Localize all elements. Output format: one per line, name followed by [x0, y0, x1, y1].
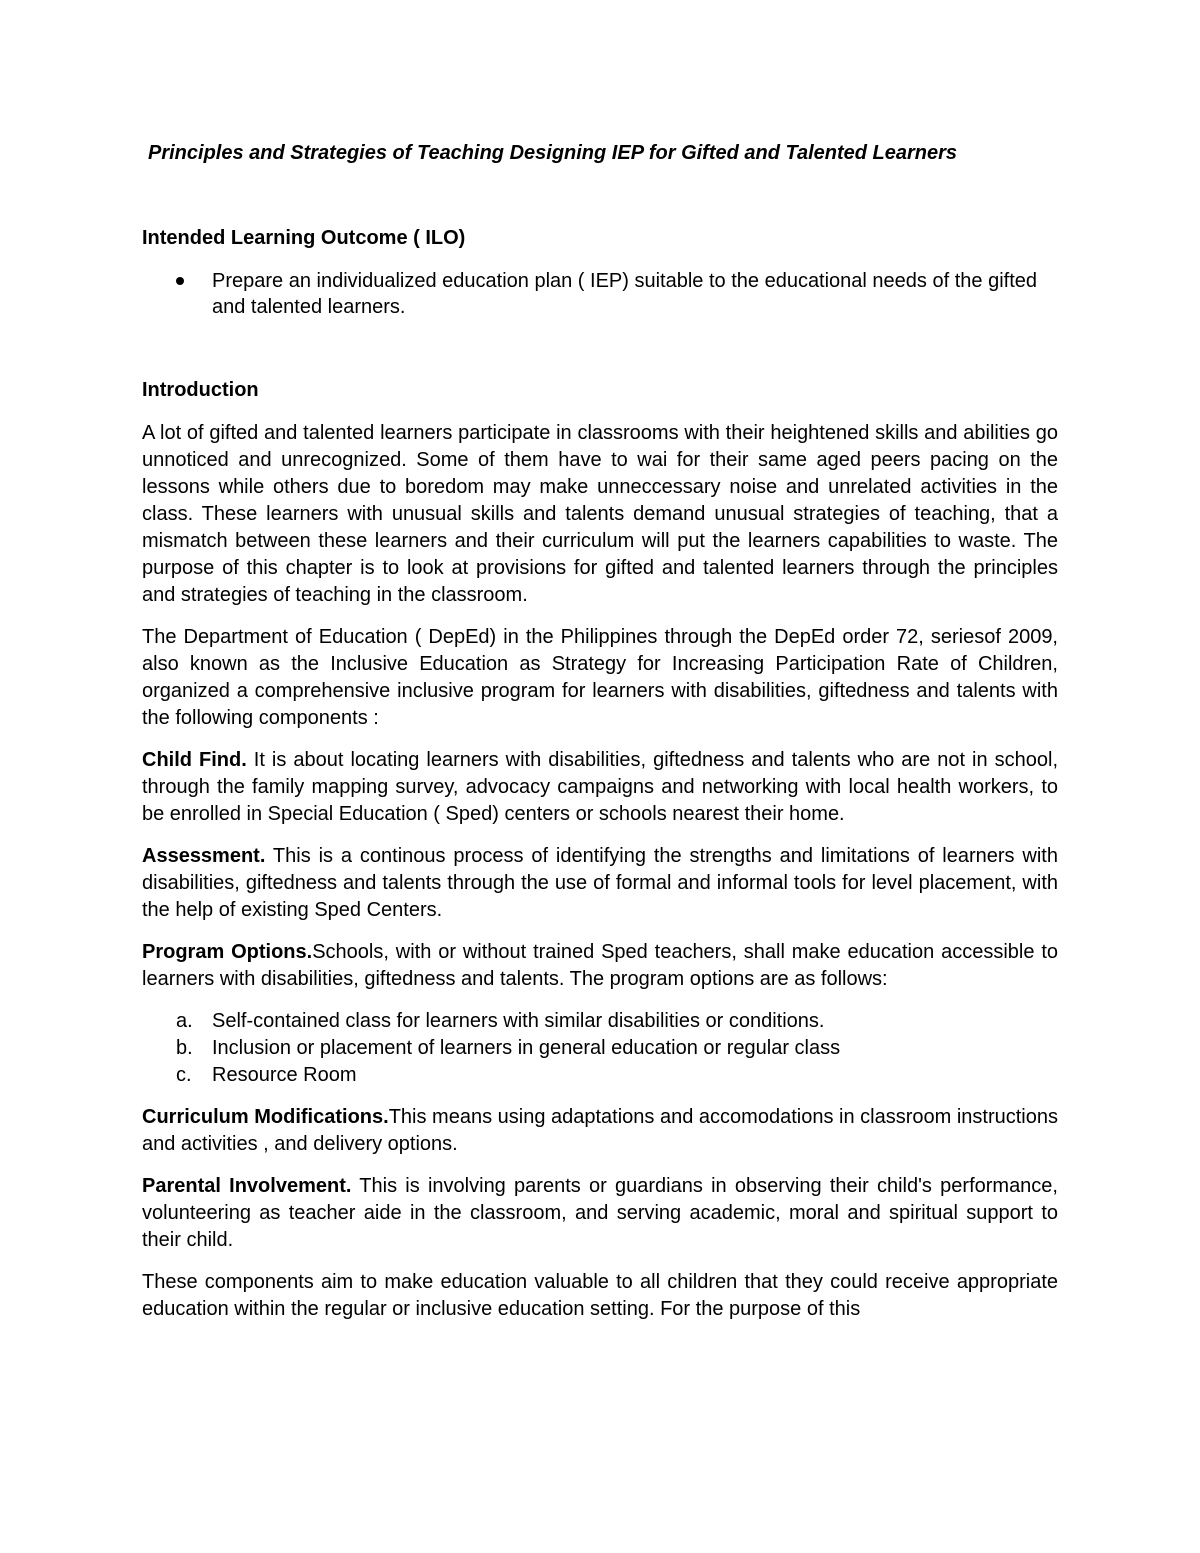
assessment-lead: Assessment. — [142, 845, 266, 867]
introduction-heading: Introduction — [142, 379, 259, 401]
ilo-list — [142, 268, 1058, 320]
program-options-lead: Program Options. — [142, 941, 313, 963]
list-marker: b. — [176, 1037, 193, 1059]
parental-involvement-paragraph — [142, 1173, 1058, 1254]
ilo-item-text: Prepare an individualized education plan ( IEP) suitable to the educational needs of the gifted and talented learners. — [212, 270, 1037, 318]
child-find-text: It is about locating learners with disabilities, giftedness and talents who are not in school, through the family mapping survey, advocacy campaigns and networking with local health workers, to be enrolled in Special Education ( Sped) centers or schools nearest their home. — [142, 749, 1059, 825]
ilo-heading: Intended Learning Outcome ( ILO) — [142, 227, 466, 249]
list-item — [142, 1062, 1058, 1089]
assessment-paragraph — [142, 843, 1058, 924]
program-options-paragraph — [142, 939, 1058, 993]
curriculum-modifications-text: This means using adaptations and accomodations in classroom instructions and activities , and delivery options. — [142, 1106, 1058, 1155]
child-find-lead: Child Find. — [142, 749, 247, 771]
curriculum-modifications-lead: Curriculum Modifications. — [142, 1106, 389, 1128]
list-item — [142, 268, 1058, 320]
parental-involvement-text: This is involving parents or guardians in observing their child's performance, volunteering as teacher aide in the classroom, and serving academic, moral and spiritual support to their child. — [142, 1175, 1058, 1251]
closing-paragraph: These components aim to make education valuable to all children that they could receive appropriate education within the regular or inclusive education setting. For the purpose of this — [142, 1271, 1058, 1320]
intro-paragraph: A lot of gifted and talented learners participate in classrooms with their heightened skills and abilities go unnoticed and unrecognized. Some of them have to wai for their same aged peers pacing on the lessons while others due to boredom may make unneccessary noise and unrelated activities in the class. These learners with unusual skills and talents demand unusual strategies of teaching, that a mismatch between these learners and their curriculum will put the learners capabilities to waste. The purpose of this chapter is to look at provisions for gifted and talented learners through the principles and strategies of teaching in the classroom. — [142, 422, 1058, 606]
list-item-text: Resource Room — [212, 1064, 357, 1086]
list-marker: a. — [176, 1010, 193, 1032]
list-item-text: Self-contained class for learners with similar disabilities or conditions. — [212, 1010, 825, 1032]
list-marker: c. — [176, 1064, 192, 1086]
program-options-list — [142, 1008, 1058, 1089]
parental-involvement-lead: Parental Involvement. — [142, 1175, 352, 1197]
program-options-text: Schools, with or without trained Sped teachers, shall make education accessible to learners with disabilities, giftedness and talents. The program options are as follows: — [142, 941, 1059, 990]
list-item — [142, 1035, 1058, 1062]
document-body — [142, 138, 1058, 1323]
child-find-paragraph — [142, 747, 1058, 828]
document-title: Principles and Strategies of Teaching Designing IEP for Gifted and Talented Learners — [148, 142, 958, 164]
list-item — [142, 1008, 1058, 1035]
bullet-icon — [176, 277, 184, 285]
assessment-text: This is a continous process of identifying the strengths and limitations of learners with disabilities, giftedness and talents through the use of formal and informal tools for level placement, with the help of existing Sped Centers. — [142, 845, 1058, 921]
list-item-text: Inclusion or placement of learners in general education or regular class — [212, 1037, 841, 1059]
deped-paragraph: The Department of Education ( DepEd) in the Philippines through the DepEd order 72, seriesof 2009, also known as the Inclusive Education as Strategy for Increasing Participation Rate of Children, organized a comprehensive inclusive program for learners with disabilities, giftedness and talents with the following components : — [142, 626, 1058, 729]
curriculum-modifications-paragraph — [142, 1104, 1058, 1158]
